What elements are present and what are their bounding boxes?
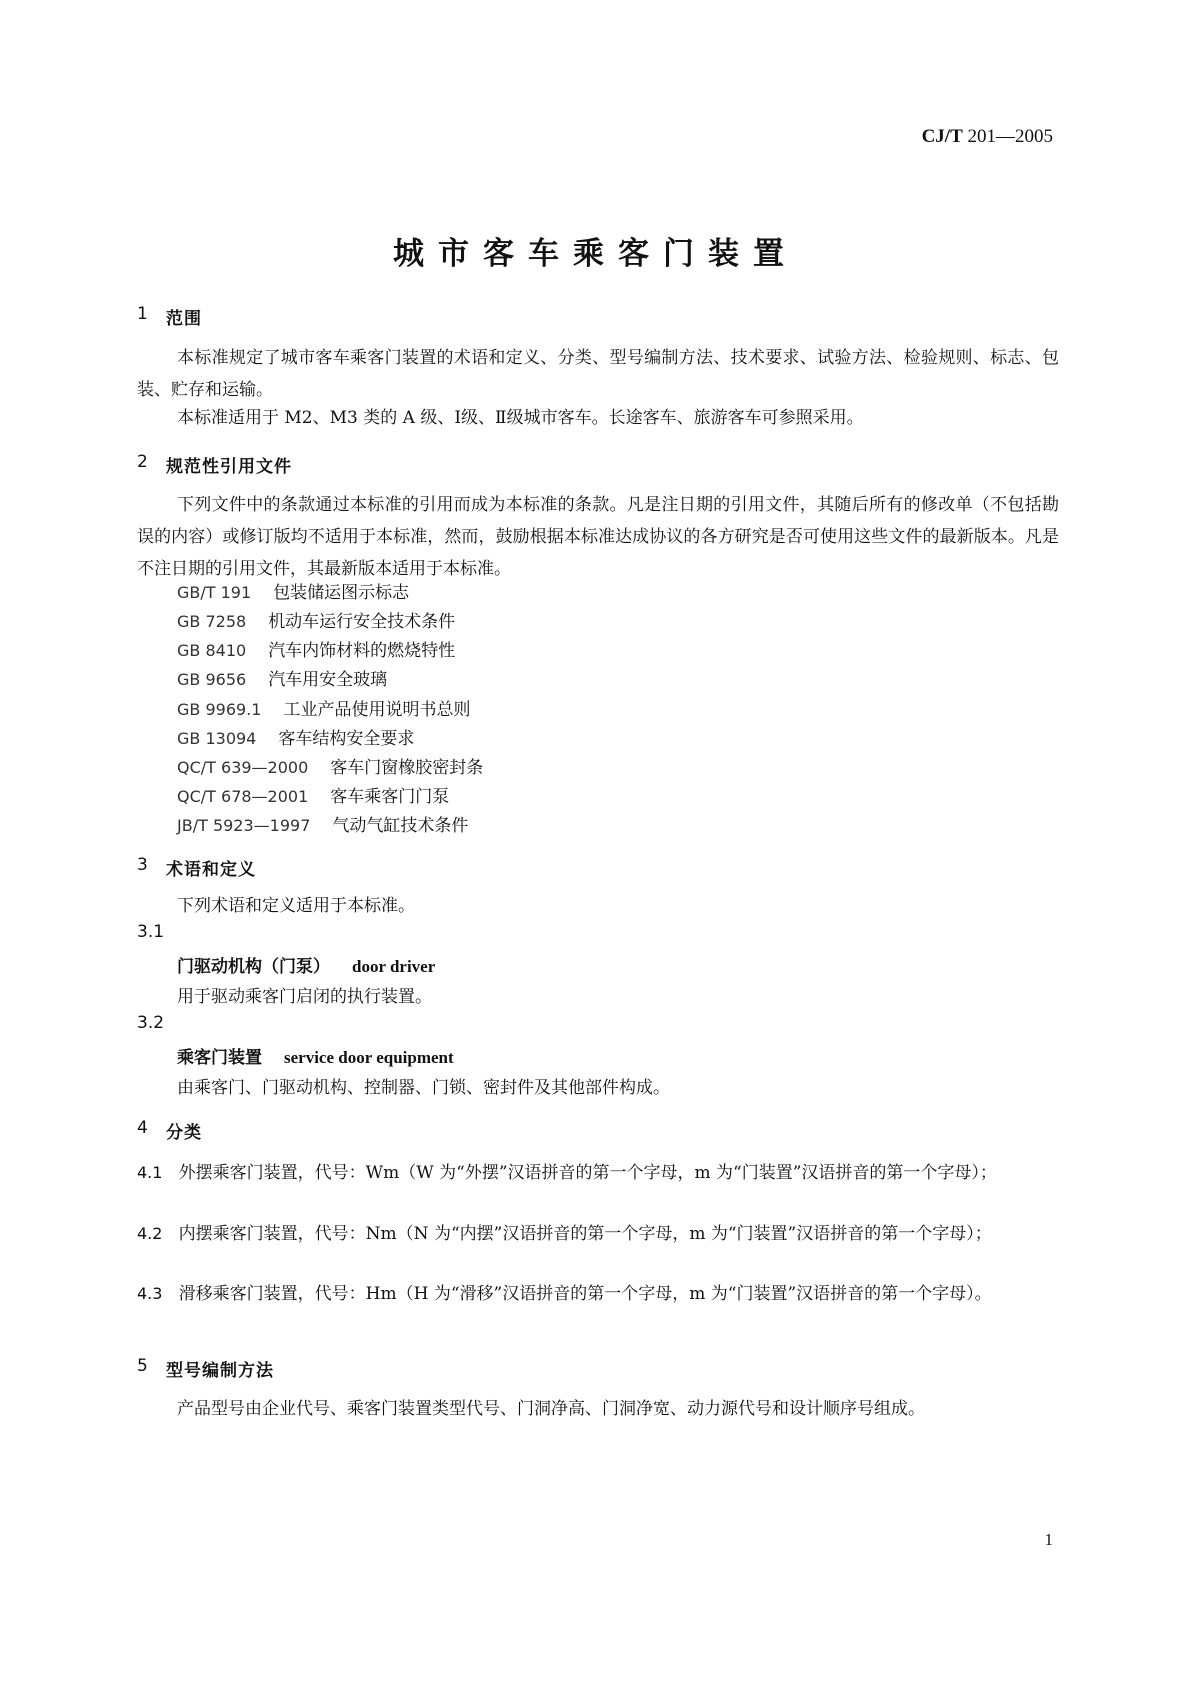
standard-code [922,126,1053,148]
reference-code: QC/T 678—2001 [177,787,309,806]
section-2-number: 2 [137,452,148,472]
section-2-paragraph-1: 下列文件中的条款通过本标准的引用而成为本标准的条款。凡是注日期的引用文件，其随后所有的修改单（不包括勘误的内容）或修订版均不适用于本标准，然而，鼓励根据本标准达成协议的各方研究是否可使用这些文件的最新版本。凡是不注日期的引用文件，其最新版本适用于本标准。 [137,495,1059,579]
standard-prefix: CJ/T [921,126,963,147]
reference-code: GB 13094 [177,729,257,748]
classification-item-text: 滑移乘客门装置，代号：Hm（H 为“滑移”汉语拼音的第一个字母，m 为“门装置”汉语拼音的第一个字母）。 [178,1284,992,1304]
section-5-title: 型号编制方法 [166,1361,274,1381]
reference-name: 汽车用安全玻璃 [268,670,388,690]
section-3-number: 3 [137,855,148,875]
reference-item [177,694,470,726]
definition-term-en: service door equipment [284,1048,454,1067]
reference-item [177,664,387,696]
reference-name: 工业产品使用说明书总则 [283,700,471,720]
reference-item [177,635,455,667]
reference-item [177,752,483,784]
reference-name: 客车结构安全要求 [278,729,415,749]
section-3-title: 术语和定义 [166,860,256,880]
reference-name: 客车乘客门门泵 [330,787,450,807]
section-1-number: 1 [137,304,148,324]
definition-term [177,952,435,977]
definition-term-cn: 乘客门装置 [177,1048,262,1068]
reference-item [177,781,449,813]
definition-term-en: door driver [352,957,436,976]
reference-code: GB 8410 [177,641,247,660]
classification-item-number: 4.1 [137,1163,163,1182]
definition-body: 由乘客门、门驱动机构、控制器、门锁、密封件及其他部件构成。 [177,1078,670,1098]
reference-item [177,577,409,609]
reference-code: GB 9656 [177,670,247,689]
classification-item-text: 内摆乘客门装置，代号：Nm（N 为“内摆”汉语拼音的第一个字母，m 为“门装置”汉语拼音的第一个字母）； [178,1224,992,1244]
definition-number: 3.2 [137,1013,165,1033]
section-4-number: 4 [137,1118,148,1138]
classification-item-text: 外摆乘客门装置，代号：Wm（W 为“外摆”汉语拼音的第一个字母，m 为“门装置”汉语拼音的第一个字母）； [178,1163,997,1183]
section-1-title: 范围 [166,309,202,329]
definition-term [177,1043,454,1068]
section-2-title: 规范性引用文件 [166,457,292,477]
reference-name: 客车门窗橡胶密封条 [330,758,484,778]
section-5-paragraph-1: 产品型号由企业代号、乘客门装置类型代号、门洞净高、门洞净宽、动力源代号和设计顺序号组成。 [177,1399,925,1419]
section-3-paragraph-1: 下列术语和定义适用于本标准。 [177,896,415,916]
definition-number: 3.1 [137,922,165,942]
reference-code: GB 7258 [177,612,247,631]
classification-item [137,1218,1059,1250]
section-1-paragraph-2: 本标准适用于 M2、M3 类的 A 级、Ⅰ级、Ⅱ级城市客车。长途客车、旅游客车可参照采用。 [177,408,864,428]
document-title: 城市客车乘客门装置 [393,236,798,272]
reference-code: GB/T 191 [177,583,252,602]
reference-name: 机动车运行安全技术条件 [268,612,456,632]
reference-code: QC/T 639—2000 [177,758,309,777]
standard-number: 201—2005 [962,126,1053,147]
reference-item [177,810,468,842]
classification-item [137,1157,1059,1189]
classification-item-number: 4.2 [137,1224,163,1243]
definition-term-cn: 门驱动机构（门泵） [177,957,330,977]
section-5-number: 5 [137,1356,148,1376]
section-4-title: 分类 [166,1123,202,1143]
section-1-paragraph-1: 本标准规定了城市客车乘客门装置的术语和定义、分类、型号编制方法、技术要求、试验方法、检验规则、标志、包装、贮存和运输。 [137,348,1059,400]
reference-code: JB/T 5923—1997 [177,816,311,835]
reference-name: 汽车内饰材料的燃烧特性 [268,641,456,661]
page-number: 1 [1044,1530,1053,1549]
reference-code: GB 9969.1 [177,700,262,719]
definition-body: 用于驱动乘客门启闭的执行装置。 [177,987,432,1007]
classification-item-number: 4.3 [137,1284,163,1303]
classification-item [137,1278,1059,1310]
reference-name: 包装储运图示标志 [273,583,410,603]
reference-item [177,606,455,638]
reference-name: 气动气缸技术条件 [332,816,469,836]
reference-item [177,723,414,755]
